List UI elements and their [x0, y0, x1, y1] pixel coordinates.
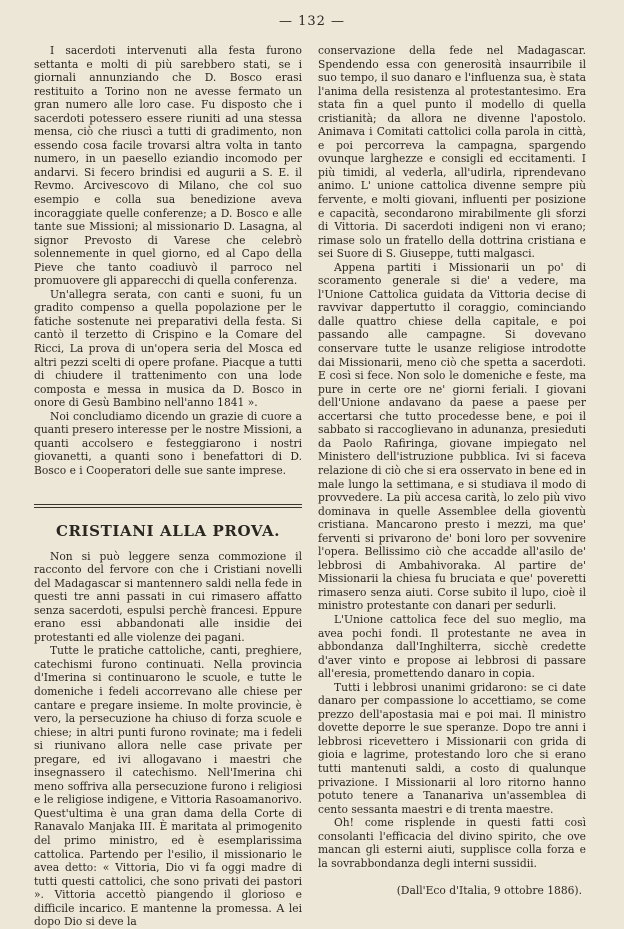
paragraph: Appena partiti i Missionarii un po' di scoramento generale si die' a vedere, ma l'Unione Cattolica guidata da Vittoria decise di ravvivar dappertutto il coraggio, cominciando dalle quattro chiese della capitale, e poi passando alle campagne. Si dovevano conservare tutte le usanze religiose introdotte dai Missionarii, meno ciò che spetta a sacerdoti. E così si fece. Non solo le domeniche e feste, ma pure in certe ore ne' giorni feriali. I giovani dell'Unione andavano da paese a paese per accertarsi che tutto procedesse bene, e poi il sabbato si raccoglievano in adunanza, presieduti da Paolo Rafiringa, giovane impiegato nel Ministero dell'istruzione pubblica. Ivi si faceva relazione di ciò che si era osservato in bene ed in male lungo la settimana, e si studiava il modo di provvedere. La più accesa carità, lo zelo più vivo dominava in quelle Assemblee della gioventù cristiana. Mancarono presto i mezzi, ma que' ferventi si privarono de' boni loro per sovvenire l'opera. Bellissimo ciò che accadde all'asilo de' lebbrosi di Ambahivoraka. Al partire de' Missionarii la chiesa fu bruciata e que' poveretti rimasero senza aiuti. Corse subito il lupo, cioè il ministro protestante con danari per sedurli. [318, 260, 587, 613]
section-title: CRISTIANI ALLA PROVA. [55, 521, 281, 540]
section-rule [34, 507, 302, 508]
paragraph: L'Unione cattolica fece del suo meglio, ma avea pochi fondi. Il protestante ne avea in abbondanza dall'Inghilterra, sicchè credette d'aver vinto e propose ai lebbrosi di passare all'eresia, promettendo danaro in copia. [318, 612, 586, 681]
left-column [34, 44, 302, 929]
paragraph: Tutte le pratiche cattoliche, canti, preghiere, catechismi furono continuati. Nella provincia d'Imerina si continuarono le scuole, e tutte le domeniche i fedeli accorrevano alle chiese per cantare e pregare insieme. In molte provincie, è vero, la persecuzione ha chiuso di forza scuole e chiese; in altri punti furono rovinate; ma i fedeli si riunivano allora nelle case private per pregare, ed ivi allogavano i maestri che insegnassero il catechismo. Nell'Imerina chi meno soffriva alla persecuzione furono i religiosi e le religiose indigene, e Vittoria Rasoamanorivo. Quest'ultima è una gran dama della Corte di Ranavalo Manjaka III. È maritata al primogenito del primo ministro, ed è esemplarissima cattolica. Partendo per l'esilio, il missionario le avea detto: « Vittoria, Dio vi fa oggi madre di tutti questi cattolici, che sono privati dei pastori ». Vittoria accettò piangendo il glorioso e difficile incarico. E mantenne la promessa. A lei dopo Dio si deve la [34, 644, 302, 929]
paragraph: I sacerdoti intervenuti alla festa furono settanta e molti di più sarebbero stati, se i giornali annunziando che D. Bosco erasi restituito a Torino non ne avesse fermato un gran numero alle loro case. Fu disposto che i sacerdoti potessero essere riuniti ad una stessa mensa, ciò che riuscì a tutti di gradimento, non essendo cosa facile trovarsi altra volta in tanto numero, in un paesello eziandio incomodo per andarvi. Si fecero brindisi ed augurii a S. E. il Revmo. Arcivescovo di Milano, che col suo esempio e colla sua benedizione aveva incoraggiate quelle conferenze; a D. Bosco e alle tante sue Missioni; al missionario D. Lasagna, al signor Prevosto di Varese che celebrò solennemente in quel giorno, ed al Capo della Pieve che tanto coadiuvò il parroco nel promuovere gli apparecchi di quella conferenza. [34, 44, 302, 288]
section-rule [34, 504, 302, 505]
paragraph: Un'allegra serata, con canti e suoni, fu un gradito compenso a quella popolazione per le fatiche sostenute nei preparativi della festa. Si cantò il terzetto di Crispino e la Comare del Ricci, La prova di un'opera seria del Mosca ed altri pezzi scelti di opere profane. Piacque a tutti di chiudere il trattenimento con una lode composta e messa in musica da D. Bosco in onore di Gesù Bambino nell'anno 1841 ». [34, 287, 302, 410]
source-citation: (Dall'Eco d'Italia, 9 ottobre 1886). [396, 884, 582, 898]
right-column [318, 44, 586, 898]
paragraph: Non si può leggere senza commozione il racconto del fervore con che i Cristiani novelli del Madagascar si mantennero saldi nella fede in questi tre anni passati in cui rimasero affatto senza sacerdoti, espulsi perchè francesi. Eppure erano essi abbandonati alle insidie dei protestanti ed alle violenze dei pagani. [34, 549, 302, 644]
paragraph: Oh! come risplende in questi fatti così consolanti l'efficacia del divino spirito, che ove mancan gli esterni aiuti, supplisce colla forza e la sovrabbondanza degli interni sussidii. [318, 816, 586, 870]
page-number: — 132 — [278, 14, 346, 29]
paragraph: Tutti i lebbrosi unanimi gridarono: se ci date danaro per compassione lo accettiamo, se come prezzo dell'apostasia mai e poi mai. Il ministro dovette deporre le sue speranze. Dopo tre anni i lebbrosi ricevettero i Missionarii con grida di gioia e lagrime, protestando loro che si erano tutti mantenuti saldi, a costo di qualunque privazione. I Missionarii al loro ritorno hanno potuto tenere a Tananariva un'assemblea di cento sessanta maestri e di trenta maestre. [318, 680, 586, 816]
paragraph: Noi concludiamo dicendo un grazie di cuore a quanti presero interesse per le nostre Missioni, a quanti accolsero e festeggiarono i nostri giovanetti, a quanti sono i benefattori di D. Bosco e i Cooperatori delle sue sante imprese. [34, 409, 302, 477]
paragraph: conservazione della fede nel Madagascar. Spendendo essa con generosità insaurribile il suo tempo, il suo danaro e l'influenza sua, è stata l'anima della resistenza al protestantesimo. Era stata fin a quel punto il modello di quella cristianità; da allora ne divenne l'apostolo. Animava i Comitati cattolici colla parola in città, e poi percorreva la campagna, spargendo ovunque larghezze e consigli ed eccitamenti. I più timidi, al vederla, all'udirla, riprendevano animo. L' unione cattolica divenne sempre più fervente, e molti giovani, influenti per posizione e capacità, secondarono mirabilmente gli sforzi di Vittoria. Di sacerdoti indigeni non vi erano; rimase solo un fratello della dottrina cristiana e sei Suore di S. Giuseppe, tutti malgasci. [318, 44, 586, 261]
